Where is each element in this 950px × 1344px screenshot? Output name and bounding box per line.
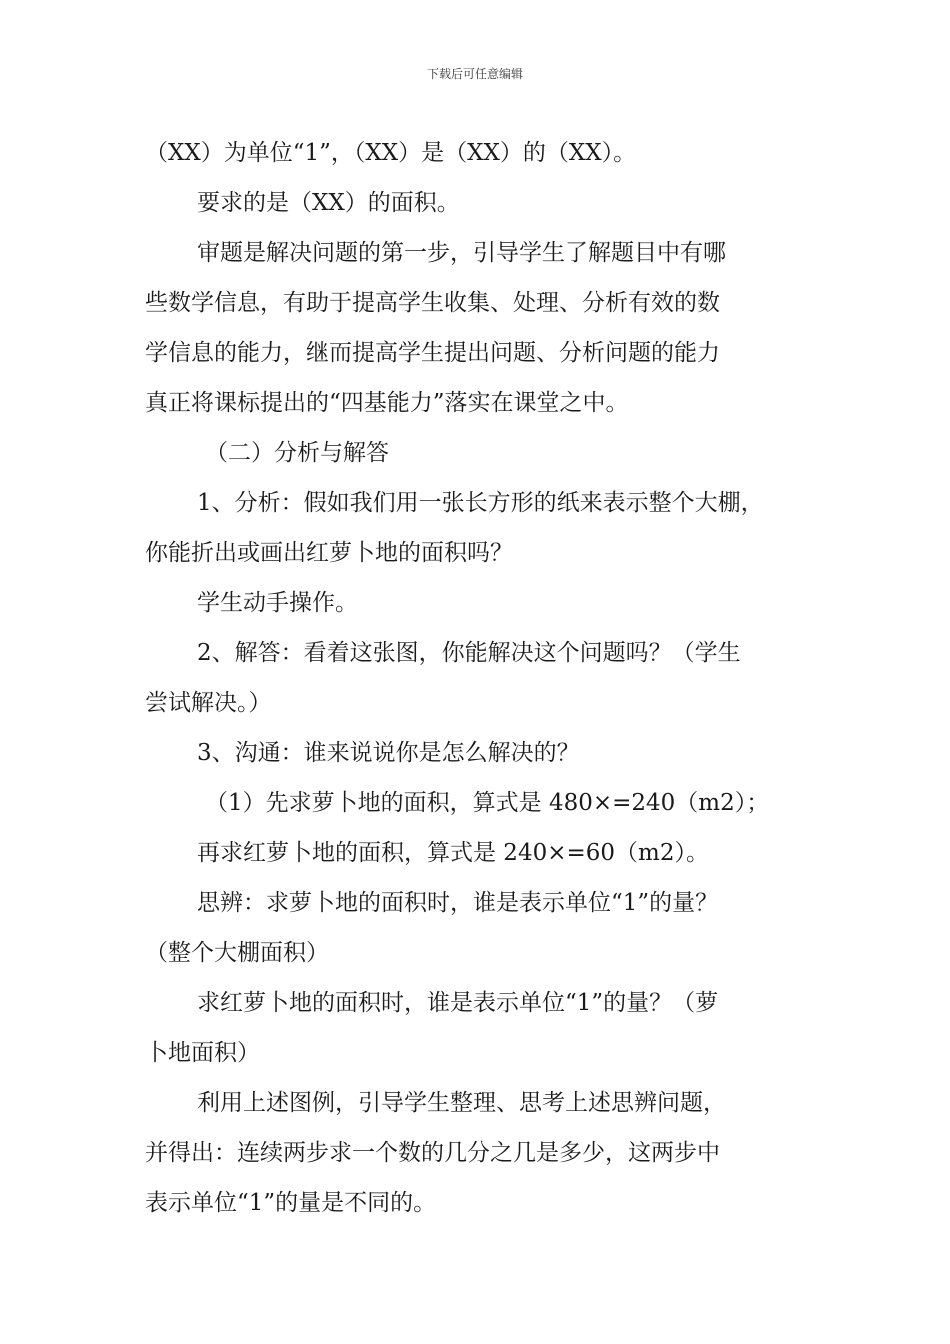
text-line: （整个大棚面积）	[145, 940, 329, 966]
text-line: 利用上述图例，引导学生整理、思考上述思辨问题，	[197, 1090, 726, 1116]
text-line: 尝试解决。）	[145, 690, 272, 716]
text-line: 2、解答：看着这张图，你能解决这个问题吗？（学生	[197, 640, 741, 666]
text-line: 你能折出或画出红萝卜地的面积吗？	[145, 540, 513, 566]
text-line: 学生动手操作。	[197, 590, 358, 616]
text-line: 思辨：求萝卜地的面积时，谁是表示单位“1”的量？	[197, 890, 719, 916]
section-heading: （二）分析与解答	[205, 440, 389, 466]
text-line: 卜地面积）	[145, 1040, 260, 1066]
text-line: 审题是解决问题的第一步，引导学生了解题目中有哪	[197, 240, 726, 266]
text-line: 并得出：连续两步求一个数的几分之几是多少，这两步中	[145, 1140, 720, 1166]
text-line: （XX）为单位“1”，（XX）是（XX）的（XX）。	[145, 140, 637, 166]
text-line: 真正将课标提出的“四基能力”落实在课堂之中。	[145, 390, 629, 416]
text-line: （1）先求萝卜地的面积，算式是 480×=240（m2）；	[205, 790, 770, 816]
document-body	[145, 128, 835, 1228]
text-line: 3、沟通：谁来说说你是怎么解决的？	[197, 740, 580, 766]
text-line: 学信息的能力，继而提高学生提出问题、分析问题的能力	[145, 340, 720, 366]
page-header: 下载后可任意编辑	[426, 67, 523, 81]
text-line: 1、分析：假如我们用一张长方形的纸来表示整个大棚，	[197, 490, 764, 516]
text-line: 再求红萝卜地的面积，算式是 240×=60（m2）。	[197, 840, 709, 866]
text-line: 求红萝卜地的面积时，谁是表示单位“1”的量？（萝	[197, 990, 719, 1016]
text-line: 表示单位“1”的量是不同的。	[145, 1190, 437, 1216]
text-line: 些数学信息，有助于提高学生收集、处理、分析有效的数	[145, 290, 720, 316]
text-line: 要求的是（XX）的面积。	[197, 190, 460, 216]
